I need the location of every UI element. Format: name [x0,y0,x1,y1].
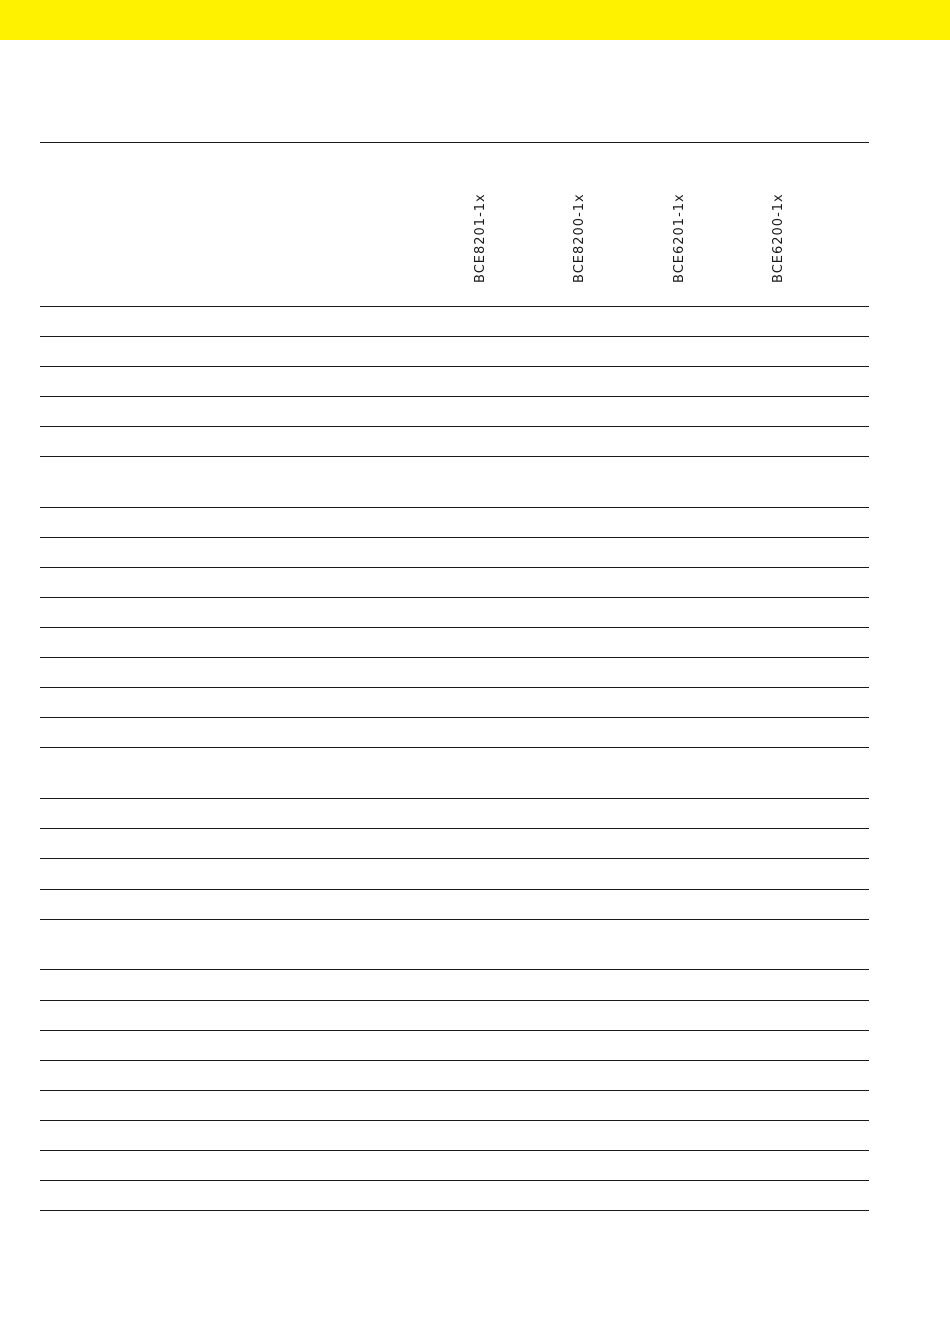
column-header-bce6201 [672,142,702,306]
table-row-rule [40,1030,869,1031]
column-header-bce8200 [572,142,602,306]
table-row-rule [40,627,869,628]
table-row-rule [40,507,869,508]
table-row-rule [40,336,869,337]
column-header-label: BCE6200-1x [771,193,786,283]
table-row-rule [40,919,869,920]
table-row-rule [40,306,869,307]
table-row-rule [40,1090,869,1091]
table-top-rule [40,142,869,143]
comparison-table [40,142,869,1212]
table-row-rule [40,828,869,829]
table-row-rule [40,889,869,890]
column-header-bce8201 [473,142,503,306]
column-header-bce6200 [771,142,801,306]
table-row-rule [40,1150,869,1151]
table-row-rule [40,1120,869,1121]
column-header-label: BCE8200-1x [572,193,587,283]
table-row-rule [40,717,869,718]
table-row-rule [40,969,869,970]
table-row-rule [40,1180,869,1181]
table-row-rule [40,687,869,688]
table-row-rule [40,366,869,367]
table-row-rule [40,1060,869,1061]
table-row-rule [40,426,869,427]
table-row-rule [40,747,869,748]
table-row-rule [40,858,869,859]
table-row-rule [40,1210,869,1211]
table-row-rule [40,456,869,457]
table-row-rule [40,537,869,538]
table-row-rule [40,567,869,568]
table-row-rule [40,396,869,397]
table-row-rule [40,657,869,658]
table-row-rule [40,597,869,598]
table-row-rule [40,1000,869,1001]
header-color-band [0,0,950,40]
column-header-label: BCE6201-1x [672,193,687,283]
column-header-label: BCE8201-1x [473,193,488,283]
table-row-rule [40,798,869,799]
